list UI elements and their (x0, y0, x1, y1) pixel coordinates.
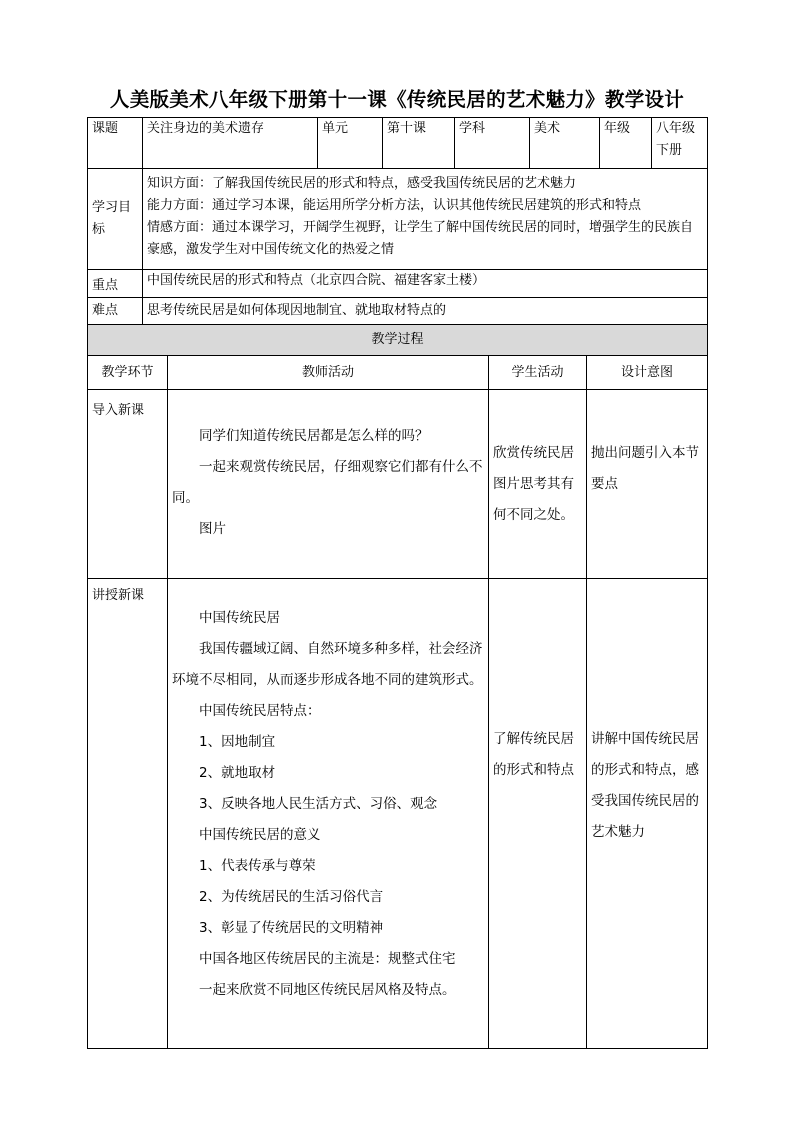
grade-label: 年级 (600, 118, 652, 169)
teacher-line: 2、为传统居民的生活习俗代言 (199, 889, 384, 905)
col-student: 学生活动 (489, 356, 587, 390)
unit-value: 第十课 (383, 118, 455, 169)
teacher-line: 我国传疆域辽阔、自然环境多种多样，社会经济环境不尽相同，从而逐步形成各地不同的建筑形式。 (172, 641, 483, 688)
teacher-line: 图片 (199, 521, 226, 537)
col-intent: 设计意图 (587, 356, 708, 390)
goal-knowledge: 知识方面：了解我国传统民居的形式和特点，感受我国传统民居的艺术魅力 (147, 176, 577, 191)
key-point-value: 中国传统民居的形式和特点（北京四合院、福建客家土楼） (143, 270, 708, 298)
teacher-line: 3、彰显了传统居民的文明精神 (199, 920, 384, 936)
difficulty-label: 难点 (88, 298, 143, 325)
goal-ability: 能力方面：通过学习本课，能运用所学分析方法，认识其他传统民居建筑的形式和特点 (147, 198, 642, 213)
grade-value: 八年级下册 (652, 118, 708, 169)
teacher-line: 中国各地区传统居民的主流是：规整式住宅 (199, 951, 456, 967)
teacher-line: 一起来欣赏不同地区传统民居风格及特点。 (199, 982, 456, 998)
key-point-label: 重点 (88, 270, 143, 298)
teacher-line: 中国传统民居特点： (199, 703, 321, 719)
col-teacher: 教师活动 (168, 356, 489, 390)
teacher-intro (168, 390, 489, 579)
intent-new: 讲解中国传统民居的形式和特点，感受我国传统民居的艺术魅力 (587, 579, 708, 1049)
topic-label: 课题 (88, 118, 143, 169)
student-new: 了解传统民居的形式和特点 (489, 579, 587, 1049)
goal-emotion: 情感方面：通过本课学习，开阔学生视野，让学生了解中国传统民居的同时，增强学生的民族自豪感，激发学生对中国传统文化的热爱之情 (147, 220, 694, 257)
teacher-new (168, 579, 489, 1049)
teacher-line: 中国传统民居 (199, 610, 280, 626)
teacher-line: 一起来观赏传统民居，仔细观察它们都有什么不同。 (172, 459, 483, 506)
stage-intro: 导入新课 (88, 390, 168, 579)
col-stage: 教学环节 (88, 356, 168, 390)
subject-value: 美术 (530, 118, 600, 169)
process-header: 教学过程 (88, 325, 708, 356)
teacher-line: 3、反映各地人民生活方式、习俗、观念 (199, 796, 438, 812)
teacher-line: 2、就地取材 (199, 765, 276, 781)
topic-value: 关注身边的美术遗存 (143, 118, 318, 169)
info-table (87, 117, 708, 325)
teacher-line: 同学们知道传统民居都是怎么样的吗？ (199, 428, 429, 444)
teacher-line: 1、因地制宜 (199, 734, 276, 750)
unit-label: 单元 (318, 118, 383, 169)
stage-new: 讲授新课 (88, 579, 168, 1049)
table-row (88, 390, 708, 579)
teacher-line: 1、代表传承与尊荣 (199, 858, 316, 874)
student-intro: 欣赏传统民居图片思考其有何不同之处。 (489, 390, 587, 579)
table-row (88, 579, 708, 1049)
process-table (87, 324, 708, 1049)
teacher-line: 中国传统民居的意义 (199, 827, 321, 843)
document-title: 人美版美术八年级下册第十一课《传统民居的艺术魅力》教学设计 (109, 88, 685, 111)
goals-label: 学习目标 (88, 169, 143, 270)
goals-content (143, 169, 708, 270)
intent-intro: 抛出问题引入本节要点 (587, 390, 708, 579)
difficulty-value: 思考传统民居是如何体现因地制宜、就地取材特点的 (143, 298, 708, 325)
subject-label: 学科 (455, 118, 530, 169)
